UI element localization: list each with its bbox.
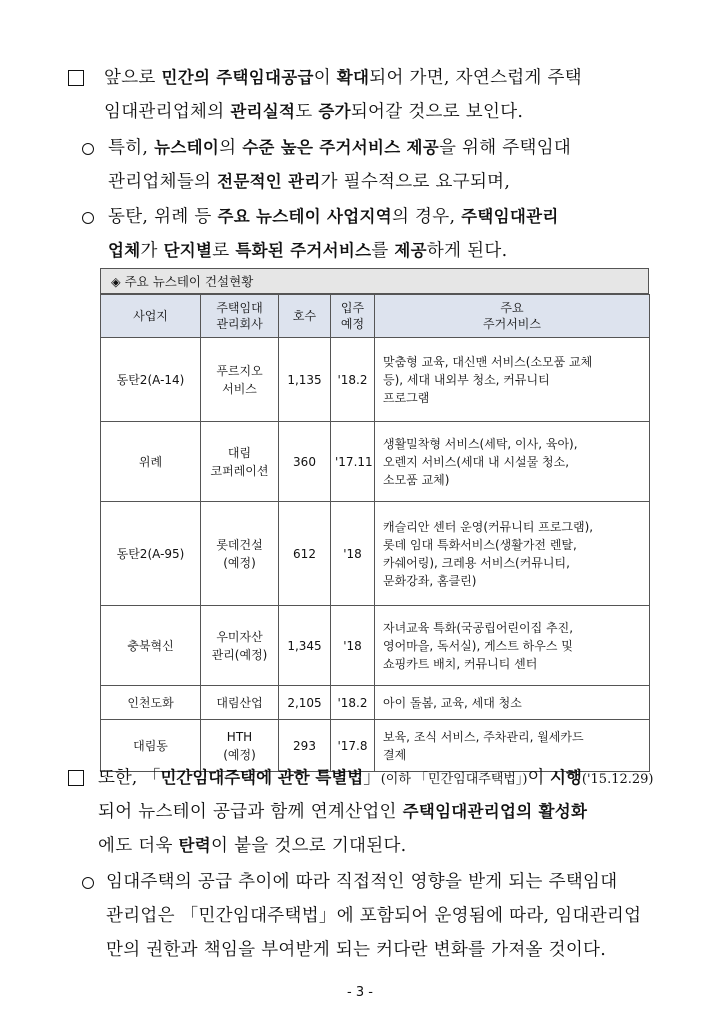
- paragraph-3-line-2: [108, 234, 507, 268]
- text-run: (이하 「민간임대주택법」): [380, 772, 528, 787]
- emphasis-text: 단지별: [163, 241, 213, 260]
- emphasis-text: 탄력: [178, 836, 212, 855]
- cell-services: 생활밀착형 서비스(세탁, 이사, 육아), 오렌지 서비스(세대 내 시설물 청소, 소모품 교체): [375, 422, 650, 502]
- cell-services: 자녀교육 특화(국공립어린이집 추진, 영어마을, 독서실), 게스트 하우스 및 쇼핑카트 배치, 커뮤니티 센터: [375, 606, 650, 686]
- text-run: 가: [140, 241, 164, 261]
- table-row: [101, 422, 650, 502]
- emphasis-text: 주택임대관리업의 활성화: [402, 802, 588, 821]
- paragraph-3-line-1: [108, 200, 559, 234]
- cell-site: 동탄2(A-14): [101, 338, 201, 422]
- paragraph-1-line-1: [104, 61, 582, 95]
- cell-manager: 대림 코퍼레이션: [201, 422, 279, 502]
- text-run: 동탄, 위례 등: [108, 207, 218, 227]
- text-run: 의: [219, 138, 243, 158]
- header-site: 사업지: [101, 295, 201, 338]
- emphasis-text: 민간의 주택임대공급: [161, 68, 314, 87]
- square-bullet-icon: [68, 770, 84, 786]
- cell-move-in: '17.8: [331, 720, 375, 772]
- emphasis-text: 전문적인 관리: [217, 172, 321, 191]
- text-run: 되어 가면, 자연스럽게 주택: [369, 68, 582, 88]
- cell-site: 위례: [101, 422, 201, 502]
- table-header-row: [101, 295, 650, 338]
- page-number: - 3 -: [347, 985, 373, 1000]
- paragraph-5-line-3: 만의 권한과 책임을 부여받게 되는 커다란 변화를 가져올 것이다.: [106, 940, 607, 960]
- cell-move-in: '18.2: [331, 686, 375, 720]
- paragraph-2-line-1: [108, 131, 571, 165]
- text-run: 하게 된다.: [426, 241, 508, 261]
- cell-move-in: '18.2: [331, 338, 375, 422]
- header-units: 호수: [279, 295, 331, 338]
- text-run: 또한, 「: [98, 768, 161, 788]
- newstay-table: [100, 294, 650, 772]
- text-run: 에도 더욱: [98, 836, 179, 856]
- paragraph-5-line-2: 관리업은 「민간임대주택법」에 포함되어 운영됨에 따라, 임대관리업: [106, 906, 642, 926]
- cell-units: 293: [279, 720, 331, 772]
- circle-bullet-icon: [82, 212, 94, 224]
- text-run: 관리업체들의: [108, 172, 218, 192]
- emphasis-text: 시행: [549, 768, 582, 787]
- cell-move-in: '18: [331, 502, 375, 606]
- paragraph-4-line-2: [98, 795, 587, 829]
- table-row: [101, 338, 650, 422]
- cell-site: 인천도화: [101, 686, 201, 720]
- paragraph-4-line-1: [98, 761, 653, 797]
- cell-units: 1,345: [279, 606, 331, 686]
- table-row: [101, 502, 650, 606]
- cell-move-in: '17.11: [331, 422, 375, 502]
- paragraph-4-line-3: [98, 829, 407, 863]
- emphasis-text: 뉴스테이: [154, 138, 220, 157]
- text-run: 을 위해 주택임대: [438, 138, 572, 158]
- cell-units: 1,135: [279, 338, 331, 422]
- text-run: 이 붙을 것으로 기대된다.: [211, 836, 407, 856]
- header-manager: 주택임대 관리회사: [201, 295, 279, 338]
- cell-units: 2,105: [279, 686, 331, 720]
- text-run: 도: [295, 102, 319, 122]
- circle-bullet-icon: [82, 877, 94, 889]
- cell-manager: 푸르지오 서비스: [201, 338, 279, 422]
- cell-site: 충북혁신: [101, 606, 201, 686]
- cell-site: 동탄2(A-95): [101, 502, 201, 606]
- newstay-status-table: [100, 268, 649, 772]
- emphasis-text: 관리실적: [230, 102, 296, 121]
- cell-services: 맞춤형 교육, 대신맨 서비스(소모품 교체 등), 세대 내외부 청소, 커뮤니티 프로그램: [375, 338, 650, 422]
- emphasis-text: 수준 높은 주거서비스 제공: [242, 138, 439, 157]
- text-run: 되어 뉴스테이 공급과 함께 연계산업인: [98, 802, 403, 822]
- emphasis-text: 주요 뉴스테이 사업지역: [217, 207, 392, 226]
- text-run: ('15.12.29): [581, 772, 654, 787]
- text-run: 특히,: [108, 138, 155, 158]
- text-run: 의 경우,: [391, 207, 462, 227]
- cell-services: 캐슬리안 센터 운영(커뮤니티 프로그램), 롯데 임대 특화서비스(생활가전 렌탈, 카쉐어링), 크레용 서비스(커뮤니티, 문화강좌, 홈클린): [375, 502, 650, 606]
- emphasis-text: 민간임대주택에 관한 특별법: [160, 768, 364, 787]
- paragraph-5-line-1: 임대주택의 공급 추이에 따라 직접적인 영향을 받게 되는 주택임대: [106, 872, 618, 892]
- circle-bullet-icon: [82, 143, 94, 155]
- emphasis-text: 업체: [108, 241, 141, 260]
- paragraph-2-line-2: [108, 165, 510, 199]
- header-services: 주요 주거서비스: [375, 295, 650, 338]
- text-run: 이: [313, 68, 337, 88]
- table-caption: ◈ 주요 뉴스테이 건설현황: [100, 268, 649, 294]
- cell-manager: HTH (예정): [201, 720, 279, 772]
- table-row: [101, 686, 650, 720]
- cell-manager: 롯데건설 (예정): [201, 502, 279, 606]
- cell-units: 612: [279, 502, 331, 606]
- cell-manager: 우미자산 관리(예정): [201, 606, 279, 686]
- text-run: 이: [527, 768, 550, 788]
- emphasis-text: 증가: [318, 102, 351, 121]
- emphasis-text: 확대: [336, 68, 370, 87]
- text-run: 앞으로: [104, 68, 162, 88]
- text-run: 」: [363, 768, 381, 788]
- text-run: 가 필수적으로 요구되며,: [320, 172, 511, 192]
- cell-services: 아이 돌봄, 교육, 세대 청소: [375, 686, 650, 720]
- paragraph-1-line-2: [104, 95, 523, 129]
- cell-move-in: '18: [331, 606, 375, 686]
- cell-site: 대림동: [101, 720, 201, 772]
- emphasis-text: 제공: [394, 241, 427, 260]
- header-move-in: 입주 예정: [331, 295, 375, 338]
- square-bullet-icon: [68, 70, 84, 86]
- text-run: 임대관리업체의: [104, 102, 231, 122]
- emphasis-text: 특화된 주거서비스: [235, 241, 372, 260]
- text-run: 로: [212, 241, 236, 261]
- cell-services: 보육, 조식 서비스, 주차관리, 월세카드 결제: [375, 720, 650, 772]
- emphasis-text: 주택임대관리: [461, 207, 559, 226]
- table-row: [101, 606, 650, 686]
- cell-units: 360: [279, 422, 331, 502]
- text-run: 되어갈 것으로 보인다.: [350, 102, 524, 122]
- cell-manager: 대림산업: [201, 686, 279, 720]
- text-run: 를: [371, 241, 395, 261]
